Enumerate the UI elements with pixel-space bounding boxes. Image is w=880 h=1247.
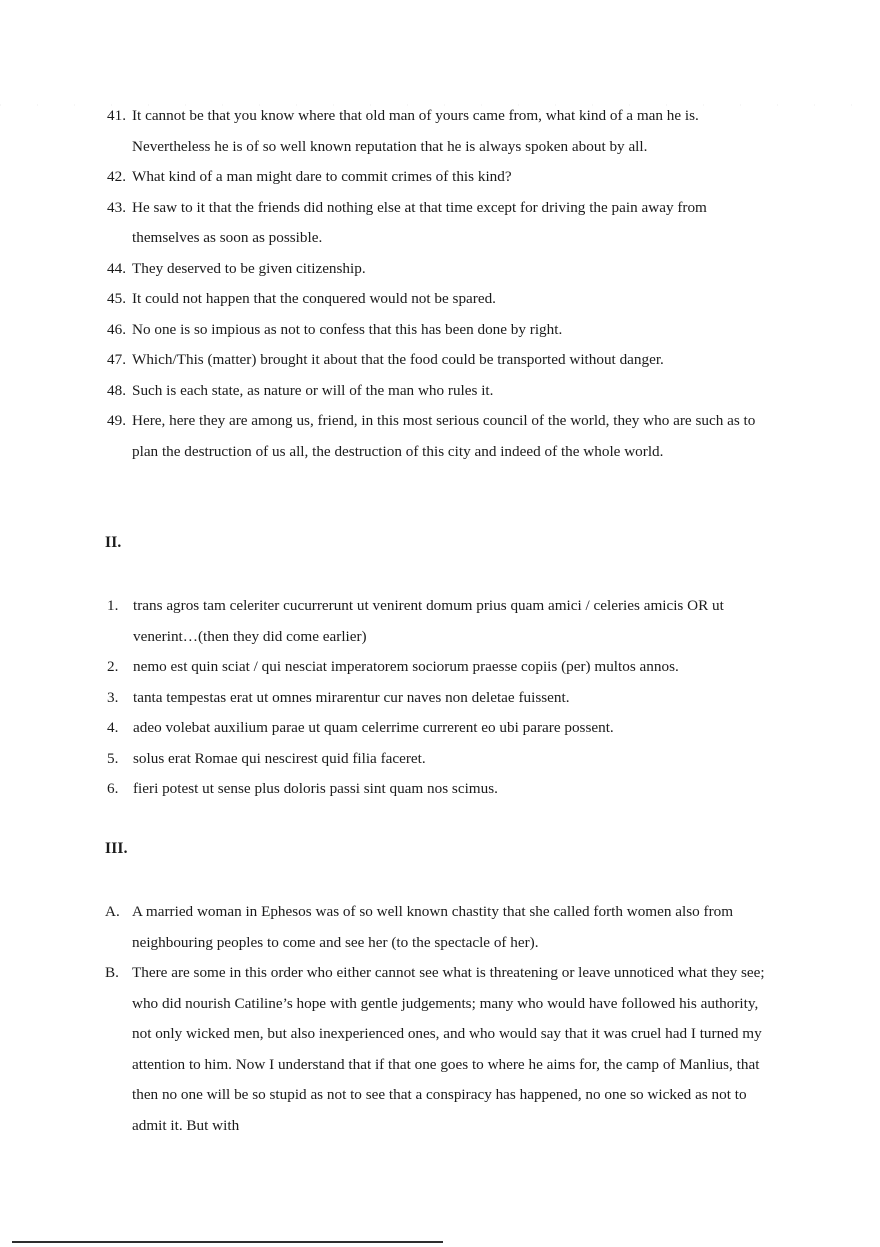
section-two-heading: II. xyxy=(105,534,122,551)
list-item: 2. nemo est quin sciat / qui nesciat imperatorem sociorum praesse copiis (per) multos annos. xyxy=(107,658,679,675)
list-item-text: A married woman in Ephesos was of so well known chastity that she called forth women also from neighbouring peoples to come and see her (to the spectacle of her). xyxy=(132,903,734,951)
footer-horizontal-rule xyxy=(12,1241,443,1243)
list-item: B. There are some in this order who either cannot see what is threatening or leave unnoticed what they see; who did nourish Catiline’s hope with gentle judgements; many who would have followed his authority, not only wicked men, but also inexperienced ones, and who would say that it was cruel had I turned my attention to him. Now I understand that if that one goes to where he aims for, the camp of Manlius, that then no one will be so stupid as not to see that a conspiracy has happened, no one so wicked as not to admit it. But with xyxy=(105,964,765,1134)
list-item-text: There are some in this order who either cannot see what is threatening or leave unnoticed what they see; who did nourish Catiline’s hope with gentle judgements; many who would have followed his authority, not only wicked men, but also inexperienced ones, and who would say that it was cruel had I turned my attention to him. Now I understand that if that one goes to where he aims for, the camp of Manlius, that then no one will be so stupid as not to see that a conspiracy has happened, no one so wicked as not to admit it. But with xyxy=(132,964,765,1134)
list-item: 49. Here, here they are among us, friend, in this most serious council of the world, they who are such as to plan the destruction of us all, the destruction of this city and indeed of the whole world. xyxy=(107,412,756,460)
list-item-text: It cannot be that you know where that old man of yours came from, what kind of a man he is. Nevertheless he is of so well known reputation that he is always spoken about by all. xyxy=(132,107,699,155)
list-item-text: solus erat Romae qui nescirest quid filia faceret. xyxy=(133,749,426,767)
list-item-text: adeo volebat auxilium parae ut quam celerrime currerent eo ubi parare possent. xyxy=(133,719,614,736)
list-item-text: nemo est quin sciat / qui nesciat imperatorem sociorum praesse copiis (per) multos annos. xyxy=(133,658,679,675)
list-item-text: tanta tempestas erat ut omnes mirarentur cur naves non deletae fuissent. xyxy=(133,688,570,706)
list-item-text: fieri potest ut sense plus doloris passi sint quam nos scimus. xyxy=(133,780,498,797)
list-item-text: It could not happen that the conquered would not be spared. xyxy=(132,290,496,307)
list-item-text: Here, here they are among us, friend, in this most serious council of the world, they who are such as to plan the destruction of us all, the destruction of this city and indeed of the whole world. xyxy=(132,412,756,460)
list-item: 4. adeo volebat auxilium parae ut quam celerrime currerent eo ubi parare possent. xyxy=(107,719,614,736)
section-one-list xyxy=(0,101,880,467)
list-item: 3. tanta tempestas erat ut omnes mirarentur cur naves non deletae fuissent. xyxy=(107,688,570,706)
list-item-text: No one is so impious as not to confess that this has been done by right. xyxy=(132,320,563,338)
list-item-text: He saw to it that the friends did nothing else at that time except for driving the pain away from themselves as soon as possible. xyxy=(132,198,707,246)
list-item: 42. What kind of a man might dare to commit crimes of this kind? xyxy=(107,168,512,185)
section-three-list xyxy=(0,897,880,1141)
list-item: 45. It could not happen that the conquered would not be spared. xyxy=(107,290,496,307)
list-item: 46. No one is so impious as not to confess that this has been done by right. xyxy=(107,320,563,338)
list-item: 44. They deserved to be given citizenship. xyxy=(107,259,366,277)
list-item-text: Such is each state, as nature or will of the man who rules it. xyxy=(132,381,494,399)
list-item: 43. He saw to it that the friends did nothing else at that time except for driving the pain away from themselves as soon as possible. xyxy=(107,198,707,246)
list-item-text: Which/This (matter) brought it about that the food could be transported without danger. xyxy=(132,351,664,368)
list-item: 6. fieri potest ut sense plus doloris passi sint quam nos scimus. xyxy=(107,780,498,797)
list-item: 47. Which/This (matter) brought it about that the food could be transported without danger. xyxy=(107,351,664,368)
section-three-heading: III. xyxy=(105,840,128,857)
list-item-text: trans agros tam celeriter cucurrerunt ut venirent domum prius quam amici / celeries amicis OR ut venerint…(then they did come earlier) xyxy=(133,597,724,645)
list-item: A. A married woman in Ephesos was of so well known chastity that she called forth women also from neighbouring peoples to come and see her (to the spectacle of her). xyxy=(105,903,734,951)
section-two-list xyxy=(0,591,880,805)
list-item: 5. solus erat Romae qui nescirest quid filia faceret. xyxy=(107,749,426,767)
list-item: 48. Such is each state, as nature or will of the man who rules it. xyxy=(107,381,494,399)
list-item: 1. trans agros tam celeriter cucurrerunt ut venirent domum prius quam amici / celeries amicis OR ut venerint…(then they did come earlier) xyxy=(107,597,724,645)
list-item: 41. It cannot be that you know where that old man of yours came from, what kind of a man he is. Nevertheless he is of so well known reputation that he is always spoken about by all. xyxy=(107,107,699,155)
list-item-text: What kind of a man might dare to commit crimes of this kind? xyxy=(132,168,512,185)
list-item-text: They deserved to be given citizenship. xyxy=(132,259,366,277)
